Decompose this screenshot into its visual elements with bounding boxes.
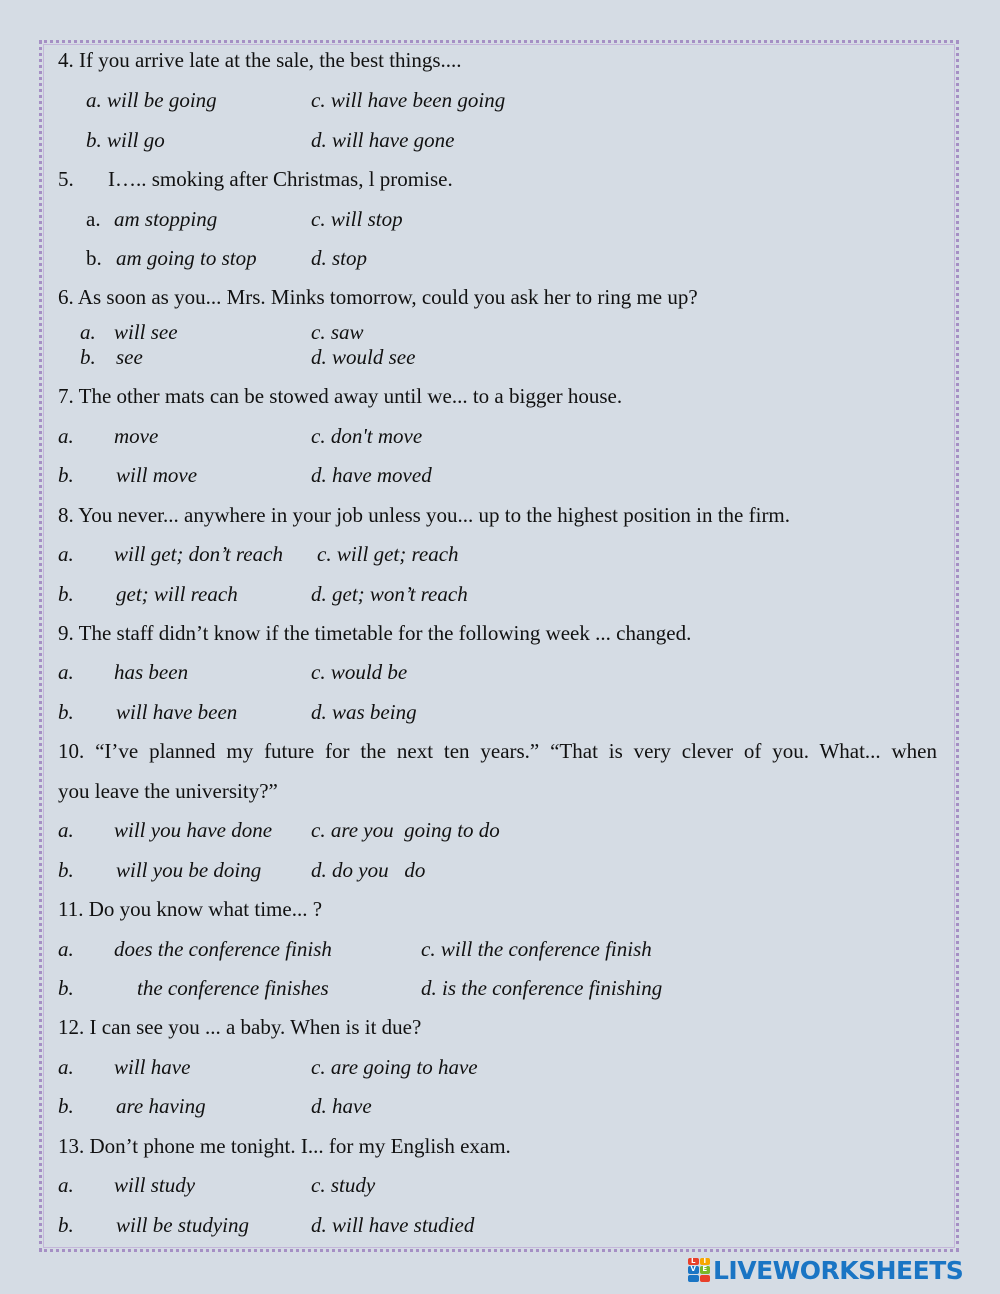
logo-grid-e: E [700,1266,711,1273]
q7-letter-b: b. [58,463,74,487]
q5-option-d[interactable]: d. stop [311,246,368,270]
q5-letter-b: b. [86,246,102,270]
q12-option-b[interactable]: are having [116,1094,206,1118]
q4-option-b[interactable]: b. will go [86,128,165,152]
q6-option-b[interactable]: see [116,345,143,369]
q5-letter-a: a. [86,207,101,231]
q5-stem: I….. smoking after Christmas, l promise. [108,167,453,191]
q10-letter-a: a. [58,818,74,842]
q5-number: 5. [58,167,74,191]
q11-letter-a: a. [58,937,74,961]
q9-option-d[interactable]: d. was being [311,700,417,724]
q9-letter-a: a. [58,660,74,684]
q12-option-c[interactable]: c. are going to have [311,1055,478,1079]
q10-option-a[interactable]: will you have done [114,818,273,842]
q8-letter-a: a. [58,542,74,566]
q5-option-c[interactable]: c. will stop [311,207,403,231]
q6-stem: 6. As soon as you... Mrs. Minks tomorrow, could you ask her to ring me up? [58,285,698,309]
q7-letter-a: a. [58,424,74,448]
q8-option-a[interactable]: will get; don’t reach [114,542,283,566]
q13-option-a[interactable]: will study [114,1173,196,1197]
q8-option-c[interactable]: c. will get; reach [317,542,459,566]
q11-option-b[interactable]: the conference finishes [137,976,329,1000]
q10-option-b[interactable]: will you be doing [116,858,262,882]
q8-option-d[interactable]: d. get; won’t reach [311,582,468,606]
q11-stem: 11. Do you know what time... ? [58,897,323,921]
q8-letter-b: b. [58,582,74,606]
q13-option-d[interactable]: d. will have studied [311,1213,475,1237]
q6-letter-b: b. [80,345,96,369]
q9-option-a[interactable]: has been [114,660,189,684]
q10-letter-b: b. [58,858,74,882]
q8-option-b[interactable]: get; will reach [116,582,238,606]
q4-option-d[interactable]: d. will have gone [311,128,455,152]
q11-option-d[interactable]: d. is the conference finishing [421,976,663,1000]
q7-option-d[interactable]: d. have moved [311,463,432,487]
q6-letter-a: a. [80,320,96,344]
q10-stem-line1: 10. “I’ve planned my future for the next ten years.” “That is very clever of you. What... when [58,739,937,763]
q4-option-c[interactable]: c. will have been going [311,88,506,112]
liveworksheets-logo [688,1256,963,1284]
q13-option-c[interactable]: c. study [311,1173,376,1197]
logo-grid-v: V [688,1266,699,1273]
logo-grid-icon [688,1258,710,1282]
q12-letter-b: b. [58,1094,74,1118]
q6-option-c[interactable]: c. saw [311,320,364,344]
q10-option-c[interactable]: c. are you going to do [311,818,500,842]
q7-stem: 7. The other mats can be stowed away until we... to a bigger house. [58,384,623,408]
q12-letter-a: a. [58,1055,74,1079]
logo-text: LIVEWORKSHEETS [713,1255,964,1285]
q7-option-a[interactable]: move [114,424,159,448]
logo-grid-i: I [700,1258,711,1265]
q10-option-d[interactable]: d. do you do [311,858,426,882]
q12-option-d[interactable]: d. have [311,1094,372,1118]
q6-option-a[interactable]: will see [114,320,178,344]
q9-letter-b: b. [58,700,74,724]
q4-stem: 4. If you arrive late at the sale, the best things.... [58,48,462,72]
q5-option-a[interactable]: am stopping [114,207,218,231]
q12-stem: 12. I can see you ... a baby. When is it due? [58,1015,422,1039]
q13-option-b[interactable]: will be studying [116,1213,249,1237]
q5-option-b[interactable]: am going to stop [116,246,257,270]
q12-option-a[interactable]: will have [114,1055,191,1079]
q11-option-a[interactable]: does the conference finish [114,937,332,961]
q13-stem: 13. Don’t phone me tonight. I... for my English exam. [58,1134,511,1158]
q4-option-a[interactable]: a. will be going [86,88,217,112]
q9-option-b[interactable]: will have been [116,700,238,724]
q10-stem-line2: you leave the university?” [58,779,278,803]
q9-option-c[interactable]: c. would be [311,660,408,684]
q7-option-c[interactable]: c. don't move [311,424,423,448]
q13-letter-b: b. [58,1213,74,1237]
q6-option-d[interactable]: d. would see [311,345,416,369]
q11-letter-b: b. [58,976,74,1000]
logo-grid-l: L [688,1258,699,1265]
q9-stem: 9. The staff didn’t know if the timetable for the following week ... changed. [58,621,692,645]
q11-option-c[interactable]: c. will the conference finish [421,937,652,961]
q7-option-b[interactable]: will move [116,463,198,487]
q8-stem: 8. You never... anywhere in your job unless you... up to the highest position in the firm. [58,503,791,527]
q13-letter-a: a. [58,1173,74,1197]
